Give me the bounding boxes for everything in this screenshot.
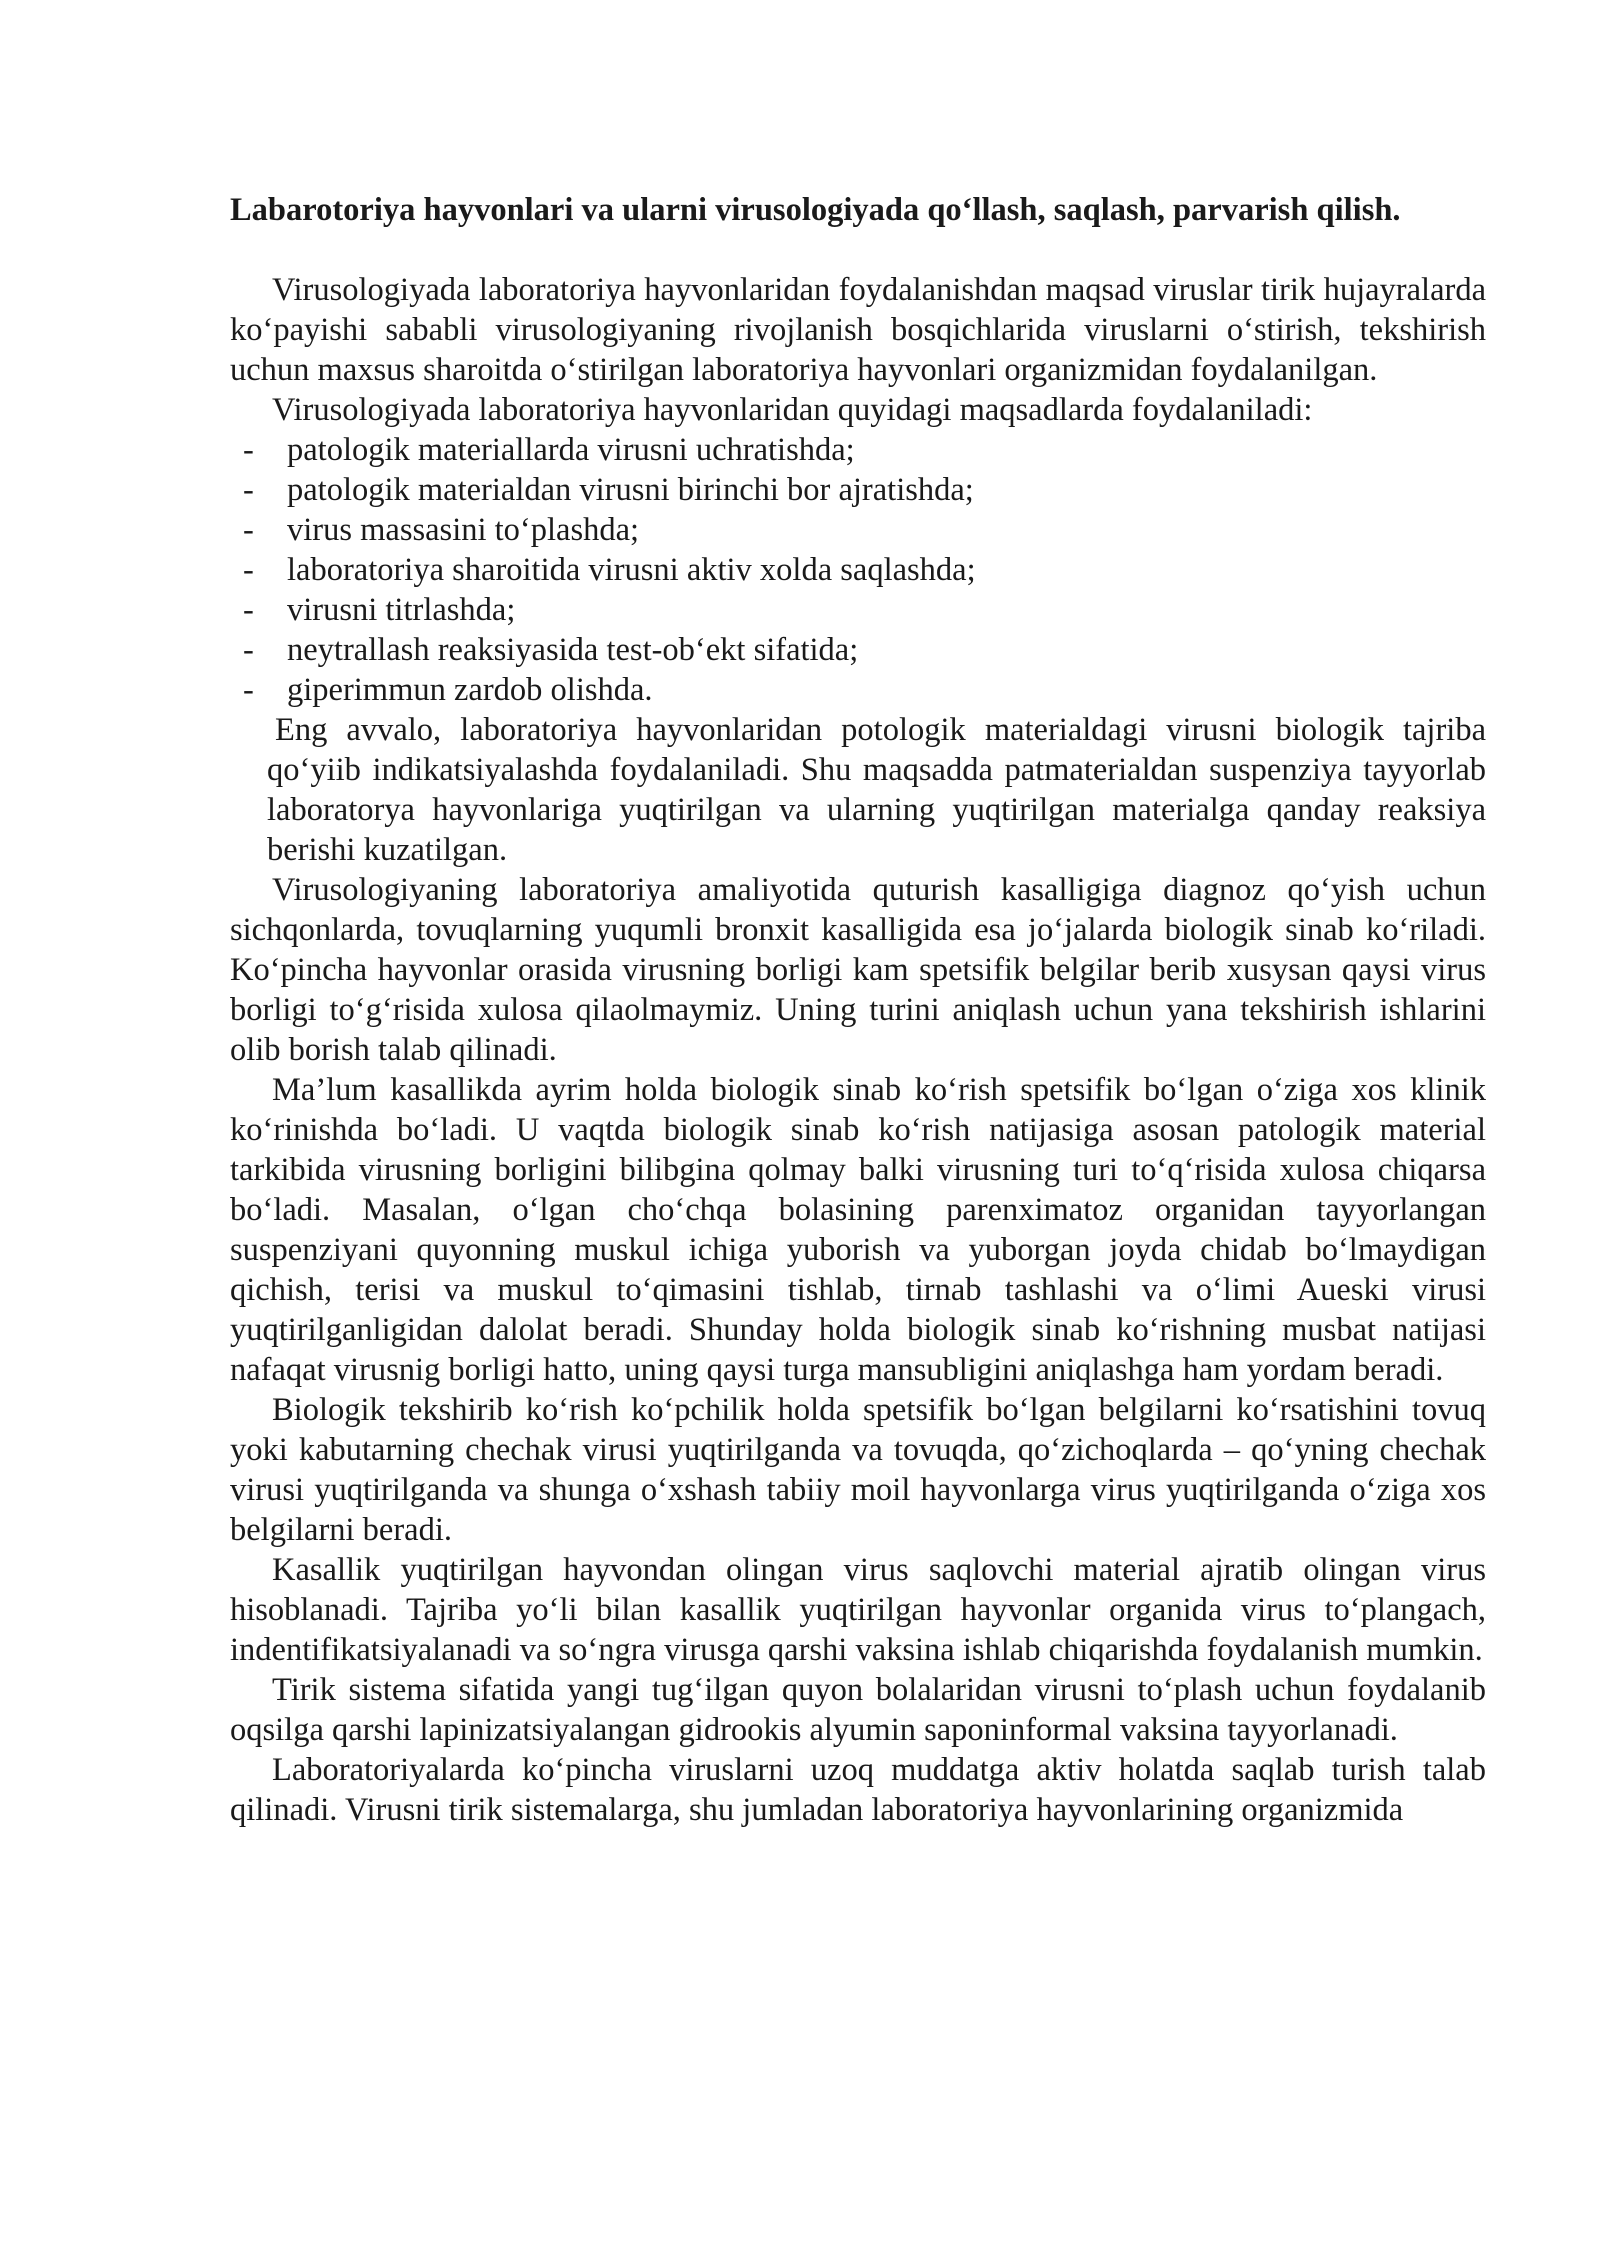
list-item <box>230 550 1486 590</box>
list-dash: - <box>243 512 254 548</box>
document-title: Labarotoriya hayvonlari va ularni virusologiyada qo‘llash, saqlash, parvarish qilish. <box>230 192 1401 228</box>
list-item <box>230 670 1486 710</box>
paragraph-intro-purpose: Virusologiyada laboratoriya hayvonlaridan foydalanishdan maqsad viruslar tirik hujayralarda ko‘payishi sababli virusologiyaning rivojlanish bosqichlarida viruslarni o‘stirish, tekshirish uchun maxsus sharoitda o‘stirilgan laboratoriya hayvonlari organizmidan foydalanilgan. <box>230 272 1486 388</box>
list-dash: - <box>243 672 254 708</box>
list-item-text: giperimmun zardob olishda. <box>287 672 653 708</box>
paragraph-diagnosis: Virusologiyaning laboratoriya amaliyotida quturish kasalligiga diagnoz qo‘yish uchun sichqonlarda, tovuqlarning yuqumli bronxit kasalligida esa jo‘jalarda biologik sinab ko‘riladi. Ko‘pincha hayvonlar orasida virusning borligi kam spetsifik belgilar berib xusysan qaysi virus borligi to‘g‘risida xulosa qilaolmaymiz. Uning turini aniqlash uchun yana tekshirish ishlarini olib borish talab qilinadi. <box>230 872 1486 1068</box>
list-dash: - <box>243 432 254 468</box>
list-item <box>230 590 1486 630</box>
list-item-text: patologik materialdan virusni birinchi bor ajratishda; <box>287 472 974 508</box>
list-item-text: neytrallash reaksiyasida test-ob‘ekt sifatida; <box>287 632 859 668</box>
list-dash: - <box>243 592 254 628</box>
list-item <box>230 510 1486 550</box>
list-item-text: virus massasini to‘plashda; <box>287 512 640 548</box>
list-item-text: virusni titrlashda; <box>287 592 516 628</box>
list-dash: - <box>243 552 254 588</box>
list-dash: - <box>243 632 254 668</box>
paragraph-specific-signs: Ma’lum kasallikda ayrim holda biologik sinab ko‘rish spetsifik bo‘lgan o‘ziga xos klinik ko‘rinishda bo‘ladi. U vaqtda biologik sinab ko‘rish natijasiga asosan patologik material tarkibida virusning borligini bilibgina qolmay balki virusning turi to‘q‘risida xulosa chiqarsa bo‘ladi. Masalan, o‘lgan cho‘chqa bolasining parenximatoz organidan tayyorlangan suspenziyani quyonning muskul ichiga yuborish va yuborgan joyda chidab bo‘lmaydigan qichish, terisi va muskul to‘qimasini tishlab, tirnab tashlashi va o‘limi Aueski virusi yuqtirilganligidan dalolat beradi. Shunday holda biologik sinab ko‘rishning musbat natijasi nafaqat virusnig borligi hatto, uning qaysi turga mansubligini aniqlashga ham yordam beradi. <box>230 1072 1486 1388</box>
paragraph-virus-storage: Laboratoriyalarda ko‘pincha viruslarni uzoq muddatga aktiv holatda saqlab turish talab qilinadi. Virusni tirik sistemalarga, shu jumladan laboratoriya hayvonlarining organizmida <box>230 1752 1486 1828</box>
list-item <box>230 470 1486 510</box>
list-item <box>230 430 1486 470</box>
list-item-text: patologik materiallarda virusni uchratishda; <box>287 432 855 468</box>
paragraph-indication: Eng avvalo, laboratoriya hayvonlaridan potologik materialdagi virusni biologik tajriba qo‘yiib indikatsiyalashda foydalaniladi. Shu maqsadda patmaterialdan suspenziya tayyorlab laboratorya hayvonlariga yuqtirilgan va ularning yuqtirilgan materialga qanday reaksiya berishi kuzatilgan. <box>267 712 1486 868</box>
document-page <box>230 190 1486 1830</box>
paragraph-pox-virus: Biologik tekshirib ko‘rish ko‘pchilik holda spetsifik bo‘lgan belgilarni ko‘rsatishini tovuq yoki kabutarning chechak virusi yuqtirilganda va tovuqda, qo‘zichoqlarda – qo‘yning chechak virusi yuqtirilganda va shunga o‘xshash tabiiy moil hayvonlarga virus yuqtirilganda o‘ziga xos belgilarni beradi. <box>230 1392 1486 1548</box>
purpose-list <box>230 430 1486 710</box>
paragraph-virus-isolation: Kasallik yuqtirilgan hayvondan olingan virus saqlovchi material ajratib olingan virus hisoblanadi. Tajriba yo‘li bilan kasallik yuqtirilgan hayvonlar organida virus to‘plangach, indentifikatsiyalanadi va so‘ngra virusga qarshi vaksina ishlab chiqarishda foydalanish mumkin. <box>230 1552 1486 1668</box>
list-dash: - <box>243 472 254 508</box>
paragraph-vaccine: Tirik sistema sifatida yangi tug‘ilgan quyon bolalaridan virusni to‘plash uchun foydalanib oqsilga qarshi lapinizatsiyalangan gidrookis alyumin saponinformal vaksina tayyorlanadi. <box>230 1672 1486 1748</box>
paragraph-intro-list-lead: Virusologiyada laboratoriya hayvonlaridan quyidagi maqsadlarda foydalaniladi: <box>272 392 1313 428</box>
list-item <box>230 630 1486 670</box>
list-item-text: laboratoriya sharoitida virusni aktiv xolda saqlashda; <box>287 552 976 588</box>
